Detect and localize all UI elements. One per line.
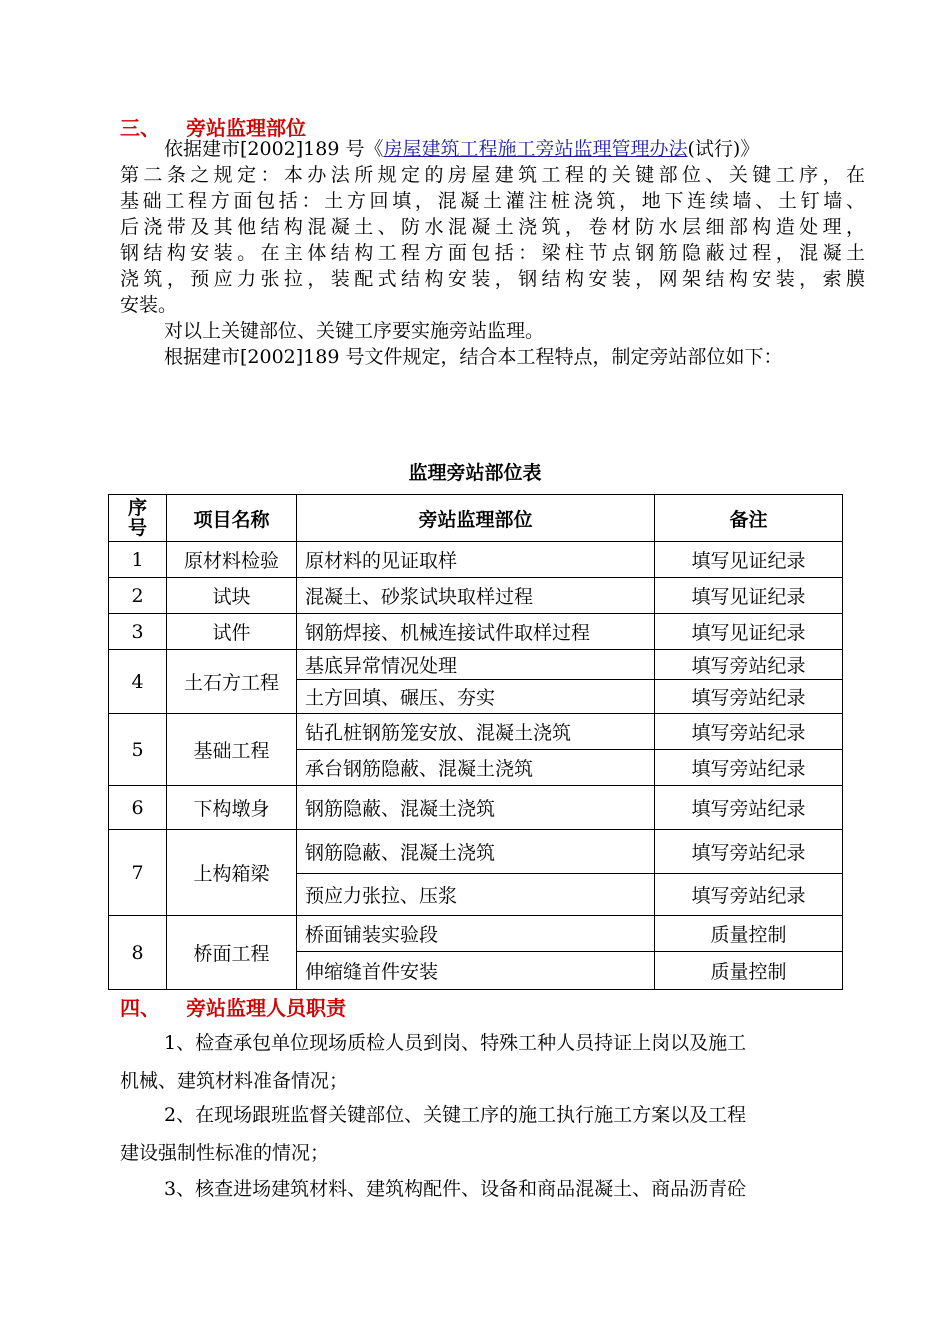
row-part: 承台钢筋隐蔽、混凝土浇筑	[297, 750, 655, 786]
row-note: 填写旁站纪录	[655, 874, 843, 916]
row-note: 填写见证纪录	[655, 614, 843, 650]
para1-suffix: (试行)》	[687, 138, 760, 160]
row-name: 原材料检验	[167, 542, 297, 578]
supervision-table	[108, 494, 843, 990]
row-note: 填写旁站纪录	[655, 750, 843, 786]
header-no: 序号	[109, 495, 167, 542]
row-note: 填写旁站纪录	[655, 830, 843, 874]
row-part: 钻孔桩钢筋笼安放、混凝土浇筑	[297, 714, 655, 750]
duty-line: 机械、建筑材料准备情况；	[120, 1070, 349, 1092]
row-note: 填写旁站纪录	[655, 650, 843, 680]
row-part: 钢筋焊接、机械连接试件取样过程	[297, 614, 655, 650]
table-row	[109, 650, 843, 680]
row-part: 伸缩缝首件安装	[297, 952, 655, 990]
row-note: 填写见证纪录	[655, 578, 843, 614]
row-no: 7	[109, 830, 167, 916]
row-no: 4	[109, 650, 167, 714]
row-no: 2	[109, 578, 167, 614]
table-row	[109, 714, 843, 750]
table-row	[109, 830, 843, 874]
row-note: 质量控制	[655, 916, 843, 952]
duty-line: 2、在现场跟班监督关键部位、关键工序的施工执行施工方案以及工程	[164, 1104, 747, 1126]
para1-line: 安装。	[120, 294, 178, 316]
para2: 对以上关键部位、关键工序要实施旁站监理。	[164, 320, 545, 342]
row-no: 3	[109, 614, 167, 650]
row-part: 混凝土、砂浆试块取样过程	[297, 578, 655, 614]
row-no: 6	[109, 786, 167, 830]
row-part: 基底异常情况处理	[297, 650, 655, 680]
row-note: 填写旁站纪录	[655, 714, 843, 750]
row-part: 钢筋隐蔽、混凝土浇筑	[297, 830, 655, 874]
table-row	[109, 786, 843, 830]
section-4-number: 四、	[120, 996, 160, 1020]
section-4-heading	[120, 992, 346, 1021]
regulation-link[interactable]: 房屋建筑工程施工旁站监理管理办法	[383, 138, 688, 160]
row-name: 上构箱梁	[167, 830, 297, 916]
section-4-title: 旁站监理人员职责	[186, 996, 346, 1020]
row-name: 试件	[167, 614, 297, 650]
row-part: 桥面铺装实验段	[297, 916, 655, 952]
row-name: 桥面工程	[167, 916, 297, 990]
row-part: 钢筋隐蔽、混凝土浇筑	[297, 786, 655, 830]
row-part: 土方回填、碾压、夯实	[297, 680, 655, 714]
table-row	[109, 916, 843, 952]
row-note: 填写旁站纪录	[655, 786, 843, 830]
para1-line: 基础工程方面包括：土方回填，混凝土灌注桩浇筑，地下连续墙、土钉墙、	[120, 190, 865, 212]
row-name: 试块	[167, 578, 297, 614]
para1-prefix: 依据建市[2002]189 号《	[164, 138, 384, 160]
table-row	[109, 542, 843, 578]
para1-line: 钢结构安装。在主体结构工程方面包括：梁柱节点钢筋隐蔽过程，混凝土	[120, 242, 865, 264]
duty-line: 建设强制性标准的情况；	[120, 1142, 330, 1164]
para1-line: 后浇带及其他结构混凝土、防水混凝土浇筑，卷材防水层细部构造处理，	[120, 216, 865, 238]
para3: 根据建市[2002]189 号文件规定，结合本工程特点，制定旁站部位如下：	[164, 346, 783, 368]
duty-line: 1、检查承包单位现场质检人员到岗、特殊工种人员持证上岗以及施工	[164, 1032, 747, 1054]
row-note: 填写见证纪录	[655, 542, 843, 578]
para1-line: 第二条之规定：本办法所规定的房屋建筑工程的关键部位、关键工序，在	[120, 164, 865, 186]
table-title: 监理旁站部位表	[408, 462, 542, 484]
row-name: 土石方工程	[167, 650, 297, 714]
duty-line: 3、核查进场建筑材料、建筑构配件、设备和商品混凝土、商品沥青砼	[164, 1178, 747, 1200]
row-name: 基础工程	[167, 714, 297, 786]
row-note: 填写旁站纪录	[655, 680, 843, 714]
header-note: 备注	[655, 495, 843, 542]
header-part: 旁站监理部位	[297, 495, 655, 542]
row-note: 质量控制	[655, 952, 843, 990]
row-no: 1	[109, 542, 167, 578]
row-part: 原材料的见证取样	[297, 542, 655, 578]
section-3-title: 旁站监理部位	[186, 116, 306, 140]
section-3-para1-first-line	[164, 136, 759, 162]
table-header-row	[109, 495, 843, 542]
para1-line: 浇筑，预应力张拉，装配式结构安装，钢结构安装，网架结构安装，索膜	[120, 268, 865, 290]
table-row	[109, 614, 843, 650]
row-name: 下构墩身	[167, 786, 297, 830]
header-name: 项目名称	[167, 495, 297, 542]
row-no: 5	[109, 714, 167, 786]
section-3-number: 三、	[120, 116, 160, 140]
table-row	[109, 578, 843, 614]
row-no: 8	[109, 916, 167, 990]
row-part: 预应力张拉、压浆	[297, 874, 655, 916]
